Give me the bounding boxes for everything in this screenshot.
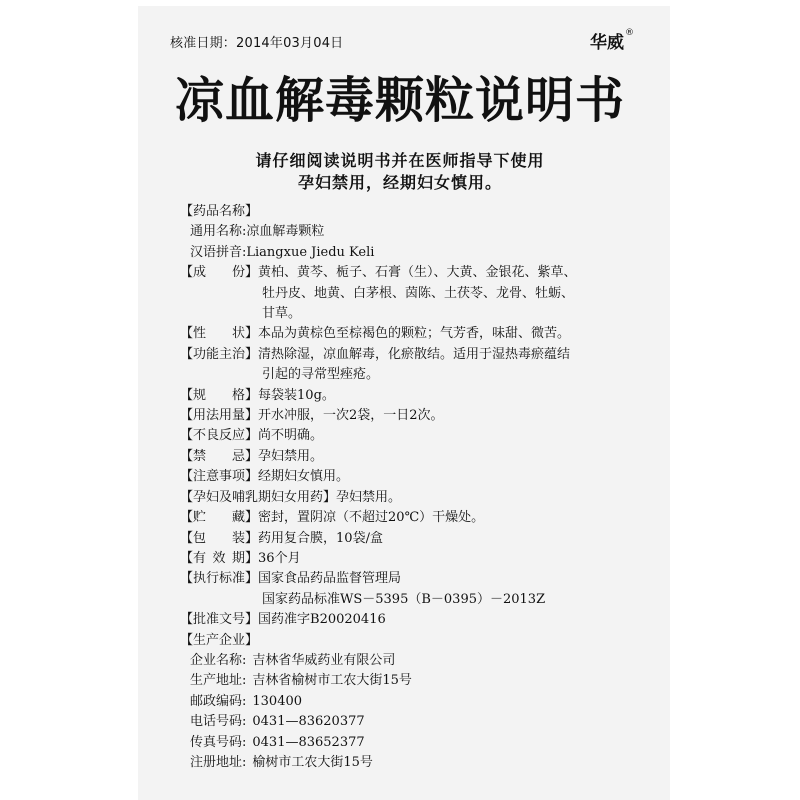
address-label: 生产地址: [190,673,247,689]
standard-heading: 【执行标准】 [180,571,259,587]
approval-number-heading: 【批准文号】 [180,612,259,628]
manufacturer-heading: 【生产企业】 [180,632,259,648]
registered-mark: ® [625,28,634,38]
properties-heading: 【 性 状 】 [180,326,259,342]
adverse-heading: 【不良反应】 [180,428,259,444]
section-standard [180,569,640,589]
approval-date: 核准日期：2014年03月04日 [170,36,344,51]
dosage-heading: 【用法用量】 [180,408,259,424]
reg-address-label: 注册地址: [190,754,247,770]
section-pregnancy [180,488,640,508]
precautions-value: 经期妇女慎用。 [258,469,350,485]
pinyin-row [180,243,640,263]
postcode-label: 邮政编码: [190,693,247,709]
specification-heading: 【 规 格 】 [180,387,259,403]
postcode-value: 130400 [252,693,303,709]
drug-name-heading: 【药品名称】 [180,204,259,219]
section-dosage [180,406,640,426]
indications-line-2: 引起的寻常型痤疮。 [262,367,380,383]
section-drug-name [180,202,640,222]
validity-value: 36个月 [258,550,301,566]
section-properties [180,324,640,344]
warning-line-1: 请仔细阅读说明书并在医师指导下使用 [255,151,545,170]
ingredients-heading: 【 成 份 】 [180,265,259,281]
contraindications-heading: 【 禁 忌 】 [180,448,259,464]
section-manufacturer [180,631,640,651]
section-specification [180,386,640,406]
standard-line-1: 国家食品药品监督管理局 [258,571,402,587]
warning-line-2: 孕妇禁用，经期妇女慎用。 [297,173,502,192]
specification-value: 每袋装10g。 [258,387,335,403]
leaflet-body [180,202,640,773]
ingredients-line-3: 甘草。 [262,306,302,322]
pinyin-label: 汉语拼音: [190,244,247,260]
section-storage [180,508,640,528]
reg-address-value: 榆树市工农大街15号 [252,754,373,770]
generic-name-row [180,222,640,242]
section-ingredients [180,263,640,283]
section-validity [180,549,640,569]
page-title: 凉血解毒颗粒说明书 [174,72,625,129]
indications-line-1: 清热除湿，凉血解毒，化瘀散结。适用于湿热毒瘀蕴结 [258,346,571,362]
section-precautions [180,467,640,487]
contraindications-value: 孕妇禁用。 [258,448,324,464]
fax-row [180,733,640,753]
standard-line-2: 国家药品标准WS－5395（B－0395）－2013Z [262,591,546,607]
pregnancy-heading: 【孕妇及哺乳期妇女用药】 [180,489,337,505]
validity-heading: 【 有 效 期 】 [180,550,259,566]
packaging-value: 药用复合膜，10袋/盒 [258,530,383,546]
pregnancy-value: 孕妇禁用。 [336,489,402,505]
fax-value: 0431—83652377 [252,734,365,750]
brand-name: 华威 [590,33,624,53]
adverse-value: 尚不明确。 [258,428,324,444]
section-contraindications [180,447,640,467]
company-label: 企业名称: [190,652,247,668]
section-packaging [180,529,640,549]
packaging-heading: 【 包 装 】 [180,530,259,546]
precautions-heading: 【注意事项】 [180,469,259,485]
pinyin-value: Liangxue Jiedu Keli [246,244,375,260]
company-row [180,651,640,671]
fax-label: 传真号码: [190,734,247,750]
phone-value: 0431—83620377 [252,714,365,730]
phone-label: 电话号码: [190,714,247,730]
generic-name-value: 凉血解毒颗粒 [246,224,325,240]
reg-address-row [180,753,640,773]
indications-heading: 【功能主治】 [180,346,259,362]
company-value: 吉林省华威药业有限公司 [252,652,396,668]
ingredients-line-1: 黄柏、黄芩、栀子、石膏（生）、大黄、金银花、紫草、 [258,265,577,281]
dosage-value: 开水冲服，一次2袋，一日2次。 [258,408,444,424]
section-indications [180,345,640,365]
properties-value: 本品为黄棕色至棕褐色的颗粒；气芳香，味甜、微苦。 [258,326,571,342]
storage-value: 密封，置阴凉（不超过20℃）干燥处。 [258,510,485,526]
storage-heading: 【 贮 藏 】 [180,510,259,526]
generic-name-label: 通用名称: [190,224,247,240]
ingredients-line-2: 牡丹皮、地黄、白茅根、茵陈、土茯苓、龙骨、牡蛎、 [262,285,575,301]
postcode-row [180,692,640,712]
approval-number-value: 国药准字B20020416 [258,612,386,628]
address-value: 吉林省榆树市工农大街15号 [252,673,412,689]
section-approval-number [180,610,640,630]
brand-logo [590,28,634,53]
section-adverse [180,426,640,446]
phone-row [180,712,640,732]
address-row [180,671,640,691]
